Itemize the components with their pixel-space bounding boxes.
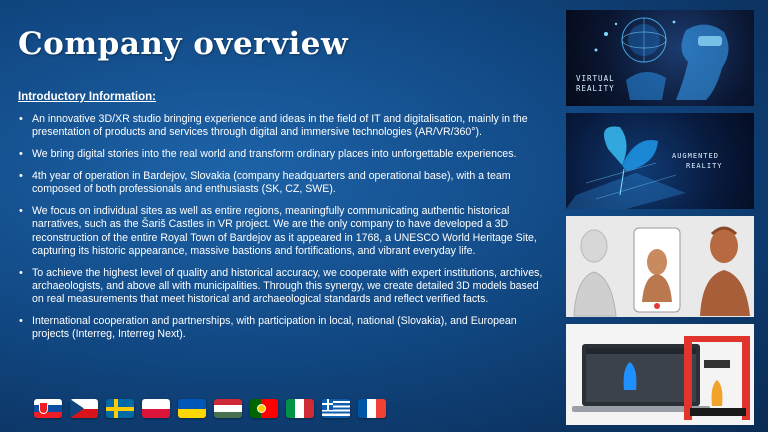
greece-flag-icon [322, 399, 350, 418]
ar-label-line1: AUGMENTED [672, 152, 719, 160]
italy-flag-icon [286, 399, 314, 418]
partner-country-flags [34, 399, 386, 418]
vr-label-line2: REALITY [576, 84, 615, 93]
bullet-item: • We focus on individual sites as well as entire regions, meaningfully communicating authentic historical narratives, such as the Šariš Castles in VR project. We are the only company to have developed a 3D reconstruction of the entire Royal Town of Bardejov as it appeared in 1768, a UNESCO World Heritage Site, capturing its historic appearance, massive bastions and fortifications, and vibrant everyday life. [18, 205, 553, 258]
portugal-flag-icon [250, 399, 278, 418]
3d-printing-image [566, 324, 754, 425]
vr-label-line1: VIRTUAL [576, 74, 615, 83]
3d-scan-bust-image [566, 216, 754, 317]
virtual-reality-image [566, 10, 754, 106]
hungary-flag-icon [214, 399, 242, 418]
czechia-flag-icon [70, 399, 98, 418]
bullet-item: • International cooperation and partnerships, with participation in local, national (Slovakia), and European projects (Interreg, Interreg Next). [18, 315, 553, 342]
france-flag-icon [358, 399, 386, 418]
section-subheading: Introductory Information: [18, 91, 156, 103]
bullet-item: • 4th year of operation in Bardejov, Slovakia (company headquarters and operational base), with a team composed of both professionals and enthusiasts (SK, CZ, SWE). [18, 170, 553, 197]
poland-flag-icon [142, 399, 170, 418]
bullet-item: • An innovative 3D/XR studio bringing experience and ideas in the field of IT and digitalisation, mainly in the presentation of products and services through digital and immersive technologies (AR/VR/360°). [18, 113, 553, 140]
slide-title: Company overview [18, 26, 349, 62]
augmented-reality-image [566, 113, 754, 209]
bullet-item: • We bring digital stories into the real world and transform ordinary places into unforgettable experiences. [18, 148, 553, 161]
sweden-flag-icon [106, 399, 134, 418]
bullet-list [18, 113, 553, 350]
ar-label-line2: REALITY [686, 162, 723, 170]
slovakia-flag-icon [34, 399, 62, 418]
ukraine-flag-icon [178, 399, 206, 418]
bullet-item: • To achieve the highest level of quality and historical accuracy, we cooperate with expert institutions, archives, archaeologists, and above all with municipalities. Through this synergy, we create detailed 3D models based on real measurements that meet historical and archaeological standards and reflect verified facts. [18, 267, 553, 307]
